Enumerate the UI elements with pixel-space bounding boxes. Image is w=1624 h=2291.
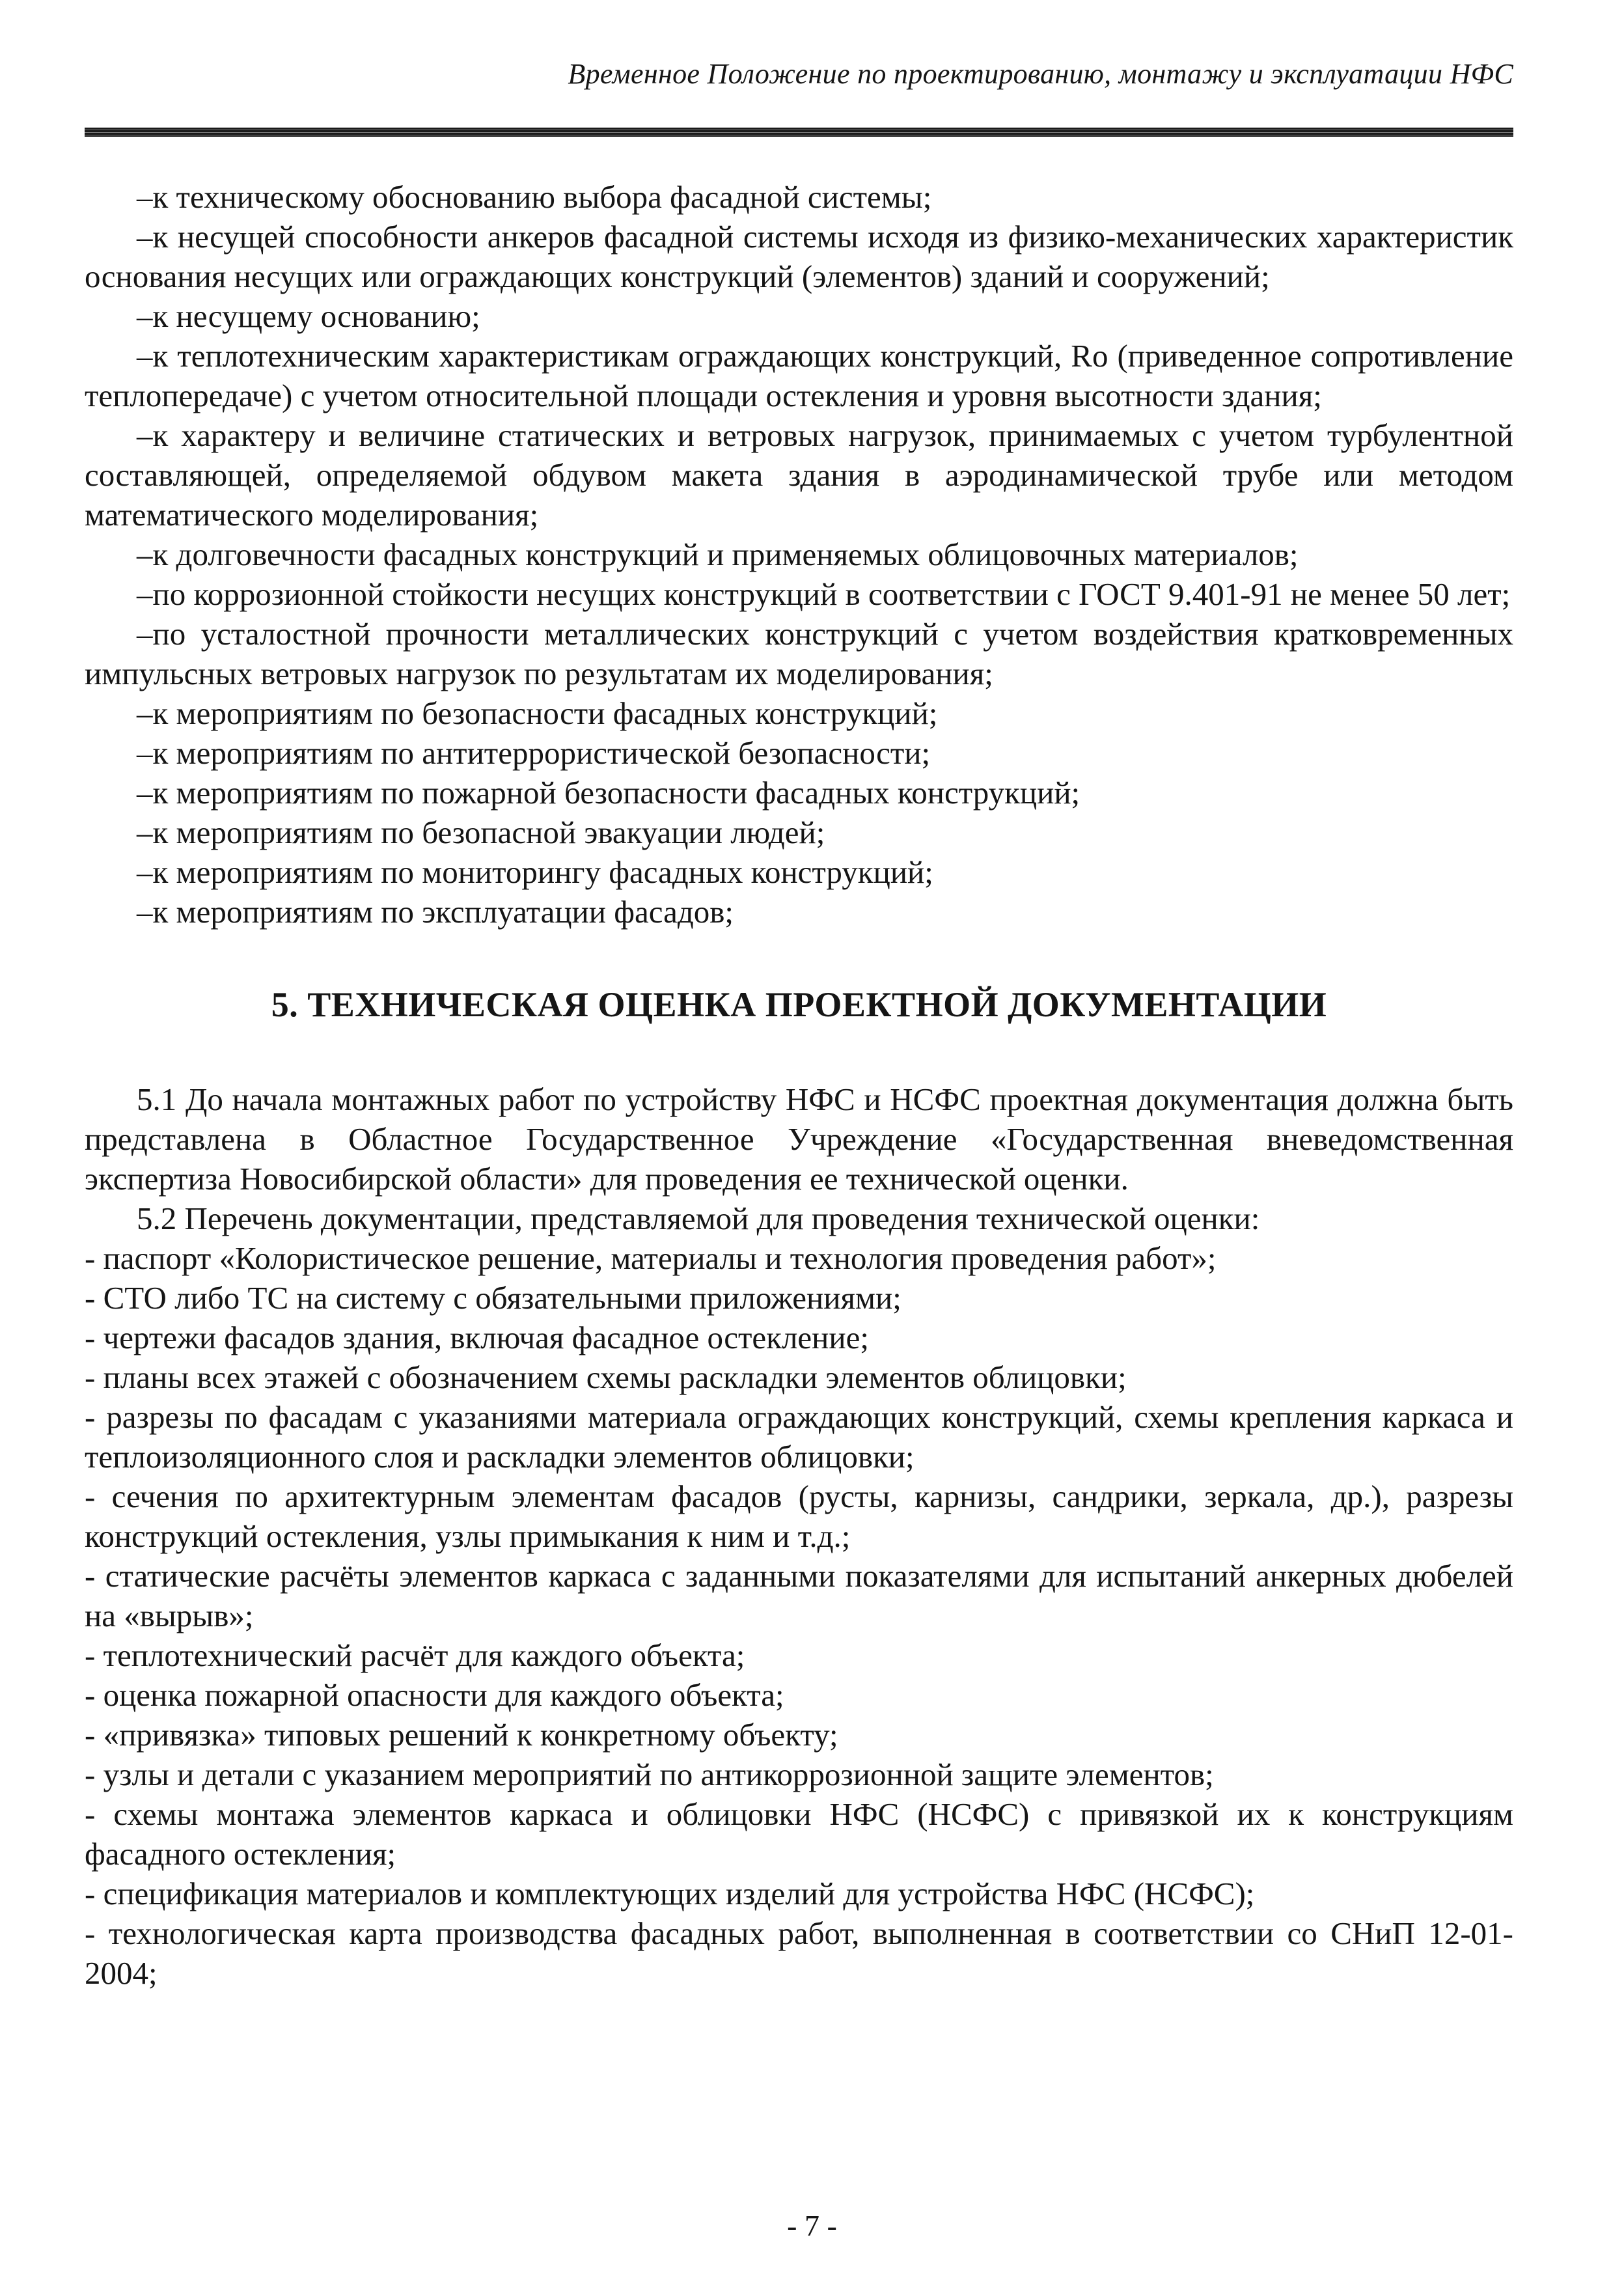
documentation-item: - статические расчёты элементов каркаса с заданными показателями для испытаний анкерных дюбелей на «вырыв»; [85,1558,1513,1633]
requirement-item: –к мероприятиям по безопасности фасадных конструкций; [137,695,938,731]
requirement-item: –к несущей способности анкеров фасадной системы исходя из физико-механических характеристик основания несущих или ограждающих конструкций (элементов) зданий и сооружений; [85,219,1513,294]
documentation-item: - оценка пожарной опасности для каждого объекта; [85,1677,784,1713]
documentation-item: - паспорт «Колористическое решение, материалы и технология проведения работ»; [85,1240,1217,1276]
requirement-item: –к мероприятиям по безопасной эвакуации людей; [137,814,825,850]
requirement-item: –к несущему основанию; [137,298,480,334]
requirement-item: –к характеру и величине статических и ветровых нагрузок, принимаемых с учетом турбулентной составляющей, определяемой обдувом макета здания в аэродинамической трубе или методом математического моделирования; [85,417,1513,533]
documentation-item: - технологическая карта производства фасадных работ, выполненная в соответствии со СНиП 12-01-2004; [85,1915,1513,1991]
documentation-item: - разрезы по фасадам с указаниями материала ограждающих конструкций, схемы крепления каркаса и теплоизоляционного слоя и раскладки элементов облицовки; [85,1399,1513,1475]
requirement-item: –к мероприятиям по пожарной безопасности фасадных конструкций; [137,775,1080,811]
requirement-item: –по усталостной прочности металлических конструкций с учетом воздействия кратковременных импульсных ветровых нагрузок по результатам их моделирования; [85,616,1513,691]
section-heading: 5. ТЕХНИЧЕСКАЯ ОЦЕНКА ПРОЕКТНОЙ ДОКУМЕНТАЦИИ [271,985,1327,1024]
header-divider [85,128,1513,137]
document-body [85,177,1513,1993]
documentation-item: - теплотехнический расчёт для каждого объекта; [85,1637,745,1673]
requirement-item: –к мероприятиям по антитеррористической безопасности; [137,735,931,771]
running-header-title: Временное Положение по проектированию, монтажу и эксплуатации НФС [568,58,1513,90]
documentation-item: - «привязка» типовых решений к конкретному объекту; [85,1717,838,1753]
documentation-list [85,1238,1513,1993]
documentation-item: - чертежи фасадов здания, включая фасадное остекление; [85,1320,869,1355]
documentation-item: - спецификация материалов и комплектующих изделий для устройства НФС (НСФС); [85,1876,1255,1911]
requirement-item: –к мероприятиям по эксплуатации фасадов; [137,894,734,930]
requirement-item: –к мероприятиям по мониторингу фасадных конструкций; [137,854,933,890]
documentation-item: - узлы и детали с указанием мероприятий по антикоррозионной защите элементов; [85,1756,1214,1792]
requirement-item: –к долговечности фасадных конструкций и применяемых облицовочных материалов; [137,536,1299,572]
paragraph-5-1: 5.1 До начала монтажных работ по устройству НФС и НСФС проектная документация должна быть представлена в Областное Государственное Учреждение «Государственная вневедомственная экспертиза Новосибирской области» для проведения ее технической оценки. [85,1081,1513,1197]
documentation-item: - СТО либо ТС на систему с обязательными приложениями; [85,1280,901,1316]
documentation-item: - схемы монтажа элементов каркаса и облицовки НФС (НСФС) с привязкой их к конструкциям фасадного остекления; [85,1796,1513,1872]
paragraph-5-2: 5.2 Перечень документации, представляемой для проведения технической оценки: [137,1201,1260,1236]
requirements-list [85,177,1513,932]
requirement-item: –к теплотехническим характеристикам ограждающих конструкций, Ro (приведенное сопротивление теплопередаче) с учетом относительной площади остекления и уровня высотности здания; [85,338,1513,413]
requirement-item: –по коррозионной стойкости несущих конструкций в соответствии с ГОСТ 9.401-91 не менее 50 лет; [137,576,1511,612]
documentation-item: - планы всех этажей с обозначением схемы раскладки элементов облицовки; [85,1359,1127,1395]
page-number: - 7 - [787,2209,837,2242]
requirement-item: –к техническому обоснованию выбора фасадной системы; [137,179,932,215]
documentation-item: - сечения по архитектурным элементам фасадов (русты, карнизы, сандрики, зеркала, др.), разрезы конструкций остекления, узлы примыкания к ним и т.д.; [85,1479,1513,1554]
